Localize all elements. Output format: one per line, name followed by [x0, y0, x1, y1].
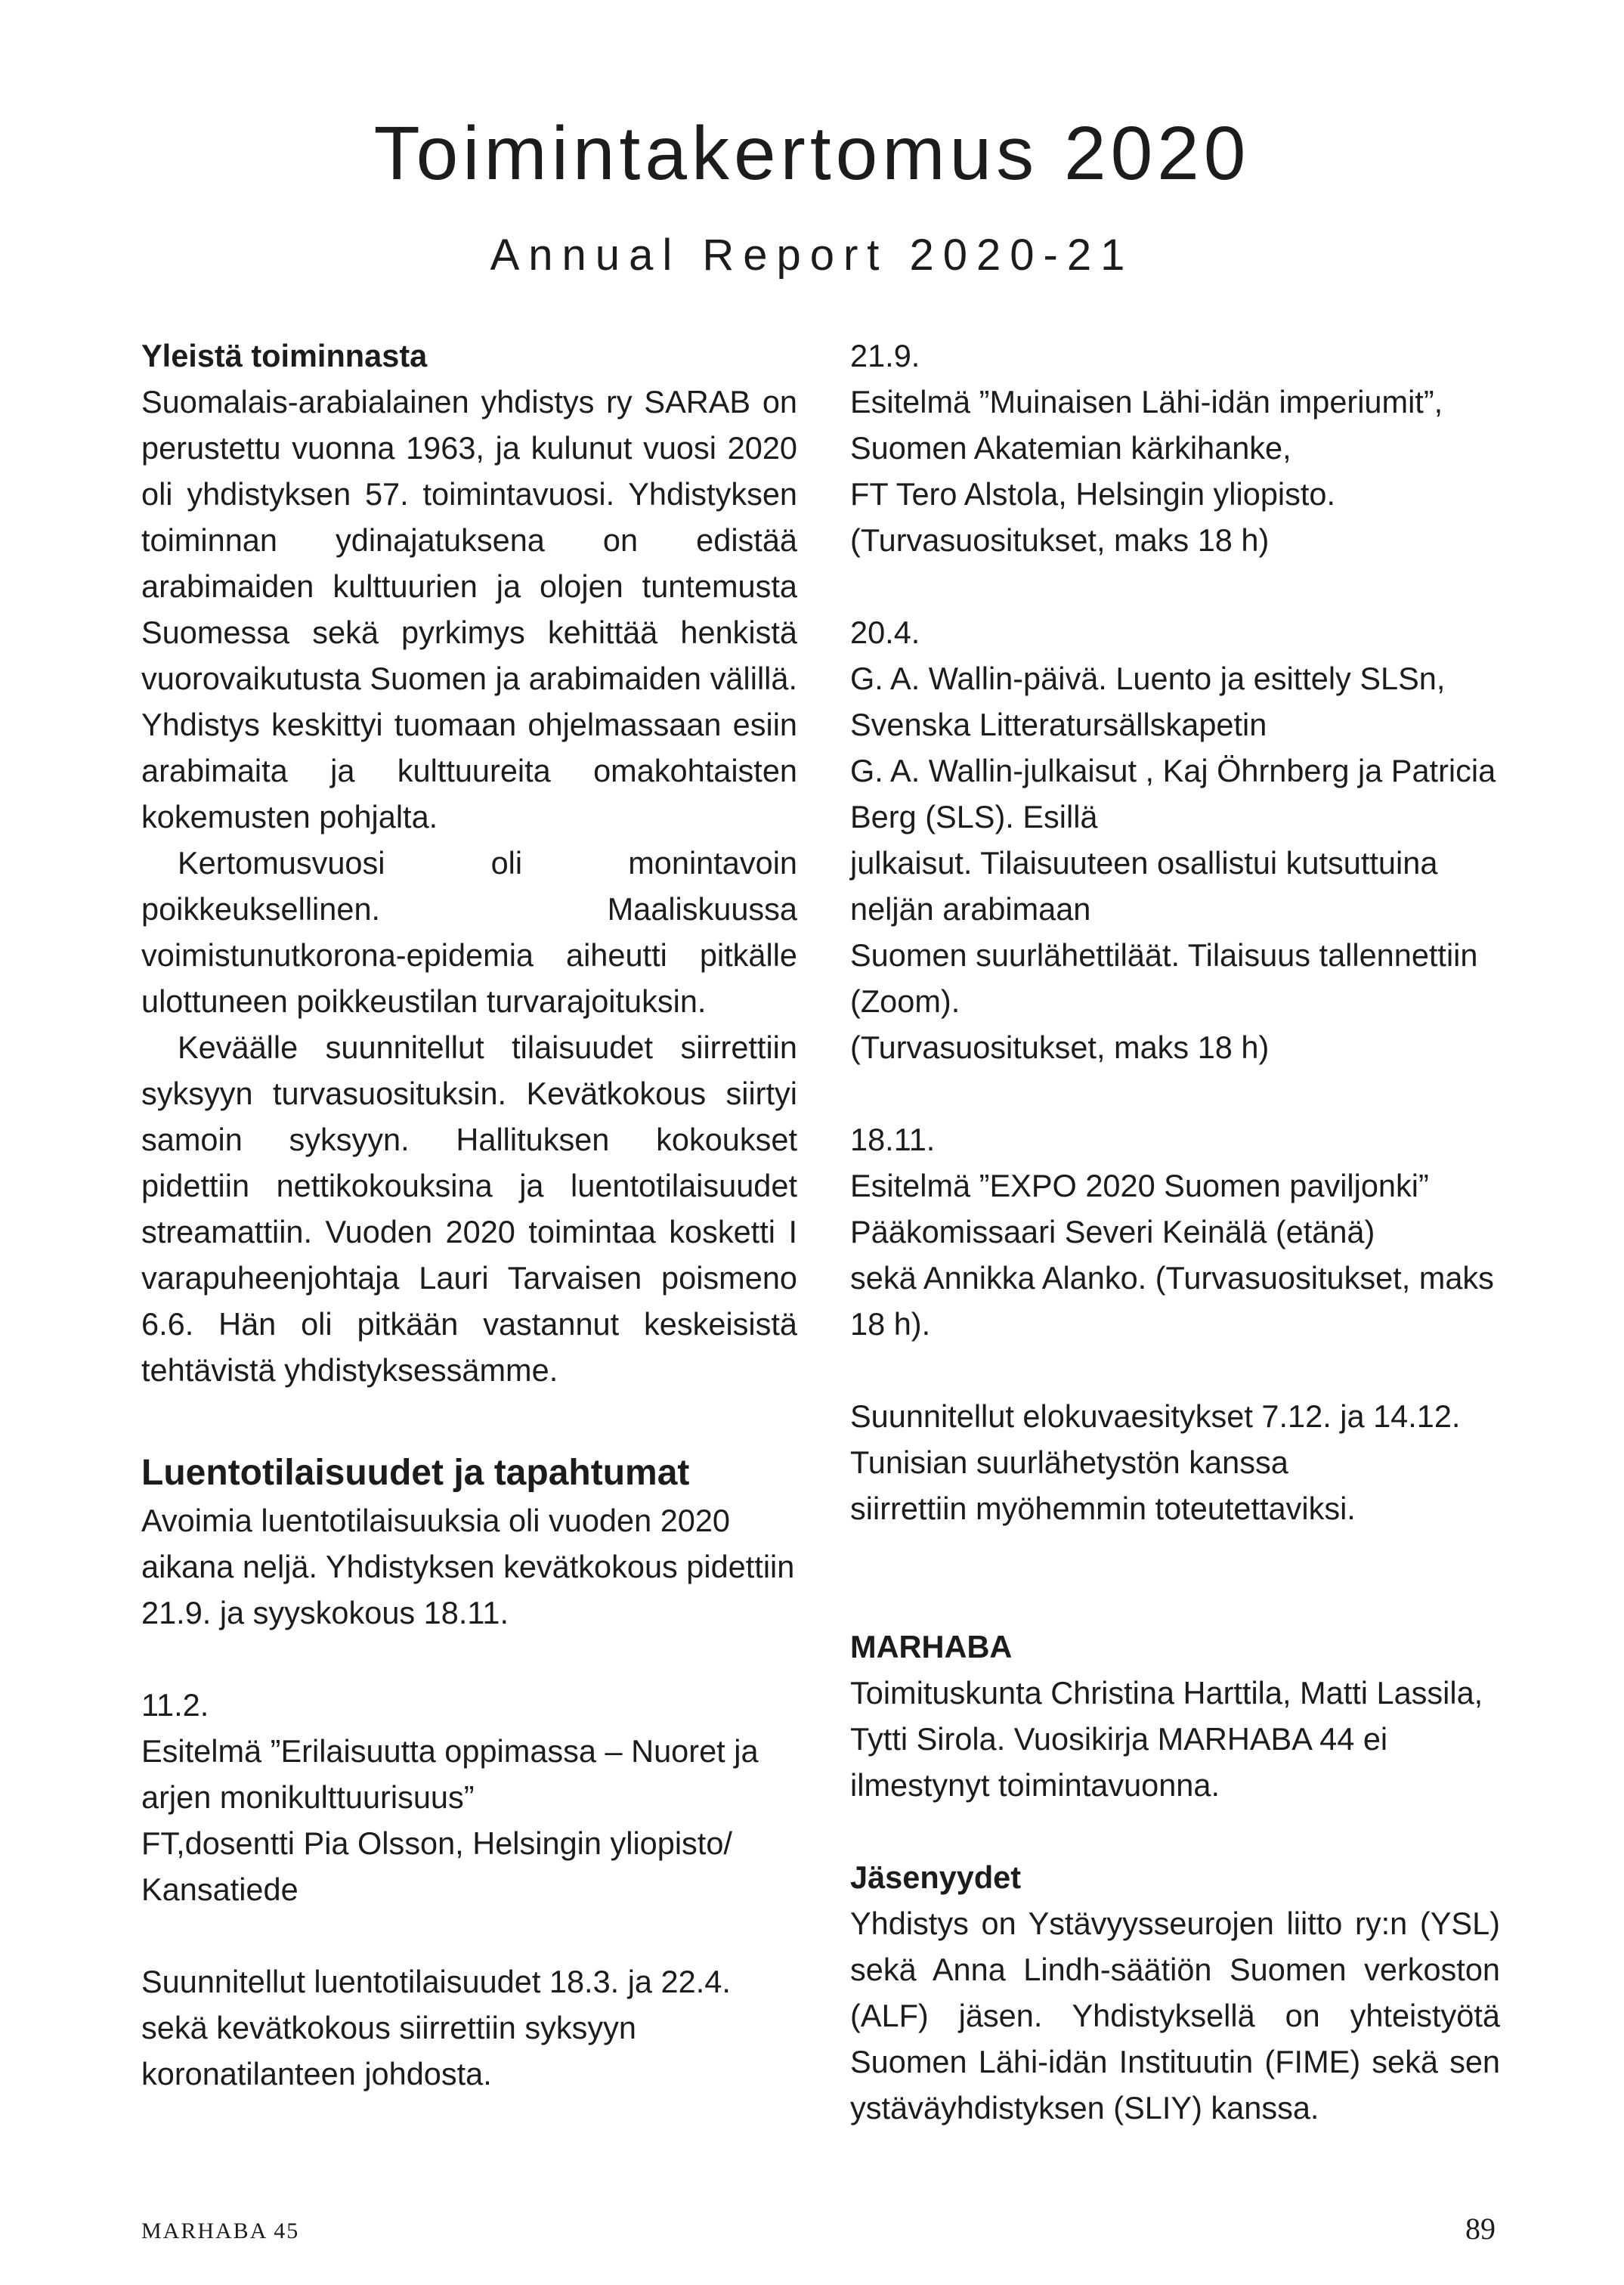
marhaba-heading: MARHABA — [850, 1629, 1013, 1664]
event-line: julkaisut. Tilaisuuteen osallistui kutsuttuina neljän arabimaan — [850, 845, 1438, 927]
members-paragraph: Yhdistys on Ystävyysseurojen liitto ry:n (YSL) sekä Anna Lindh-säätiön Suomen verkoston (ALF) jäsen. Yhdistyksellä on yhteistyötä Suomen Lähi-idän Instituutin (FIME) sekä sen ystäväyhdistyksen (SLIY) kanssa. — [850, 1906, 1500, 2126]
event-date: 21.9. — [850, 338, 920, 373]
lectures-paragraph: Avoimia luentotilaisuuksia oli vuoden 2020 aikana neljä. Yhdistyksen kevätkokous pidettiin 21.9. ja syyskokous 18.11. — [141, 1503, 795, 1630]
event-title: Esitelmä ”Muinaisen Lähi-idän imperiumit”, Suomen Akatemian kärkihanke, — [850, 384, 1443, 466]
event-20-4 — [850, 609, 1500, 1070]
event-line: G. A. Wallin-julkaisut , Kaj Öhrnberg ja Patricia Berg (SLS). Esillä — [850, 753, 1496, 834]
page-subtitle: Annual Report 2020-21 — [490, 231, 1134, 280]
event-18-11 — [850, 1116, 1500, 1347]
event-speaker: FT Tero Alstola, Helsingin yliopisto. (Turvasuositukset, maks 18 h) — [850, 476, 1336, 558]
films-line: siirrettiin myöhemmin toteutettaviksi. — [850, 1491, 1356, 1526]
general-paragraph-3: Keväälle suunnitellut tilaisuudet siirrettiin syksyyn turvasuosituksin. Kevätkokous siirtyi samoin syksyyn. Hallituksen kokoukset pidettiin nettikokouksina ja luentotilaisuudet streamattiin. Vuoden 2020 toimintaa kosketti I varapuheenjohtaja Lauri Tarvaisen poismeno 6.6. Hän oli pitkään vastannut keskeisistä tehtävistä yhdistyksessämme. — [141, 1029, 797, 1388]
event-line: G. A. Wallin-päivä. Luento ja esittely SLSn, Svenska Litteratursällskapetin — [850, 661, 1446, 742]
event-line: Pääkomissaari Severi Keinälä (etänä) — [850, 1214, 1375, 1249]
event-date: 18.11. — [850, 1122, 936, 1157]
films-line: Tunisian suurlähetystön kanssa — [850, 1444, 1288, 1480]
event-line: Suomen suurlähettiläät. Tilaisuus tallennettiin (Zoom). — [850, 937, 1478, 1019]
general-heading: Yleistä toiminnasta — [141, 338, 428, 373]
event-speaker: FT,dosentti Pia Olsson, Helsingin yliopisto/ Kansatiede — [141, 1825, 732, 1907]
general-paragraph-1: Suomalais-arabialainen yhdistys ry SARAB on perustettu vuonna 1963, ja kulunut vuosi 2020 oli yhdistyksen 57. toimintavuosi. Yhdistyksen toiminnan ydinajatuksena on edistää arabimaiden kulttuurien ja olojen tuntemusta Suomessa sekä pyrkimys kehittää henkistä vuorovaikutusta Suomen ja arabimaiden välillä. Yhdistys keskittyi tuomaan ohjelmassaan esiin arabimaita ja kulttuureita omakohtaisten kokemusten pohjalta. — [141, 384, 797, 834]
marhaba-paragraph: Toimituskunta Christina Harttila, Matti Lassila, Tytti Sirola. Vuosikirja MARHABA 44 ei ilmestynyt toimintavuonna. — [850, 1675, 1483, 1803]
footer-publication: MARHABA 45 — [141, 2218, 300, 2243]
right-column — [850, 333, 1500, 2131]
event-line: (Turvasuositukset, maks 18 h) — [850, 1029, 1270, 1065]
event-title: Esitelmä ”EXPO 2020 Suomen paviljonki” — [850, 1168, 1429, 1203]
left-column — [141, 333, 797, 2097]
event-11-2 — [141, 1682, 797, 1912]
event-title: Esitelmä ”Erilaisuutta oppimassa – Nuoret ja arjen monikulttuurisuus” — [141, 1733, 759, 1815]
event-date: 20.4. — [850, 615, 920, 650]
page-title: Toimintakertomus 2020 — [373, 111, 1251, 196]
event-line: sekä Annikka Alanko. (Turvasuositukset, maks 18 h). — [850, 1260, 1494, 1342]
event-date: 11.2. — [141, 1687, 209, 1723]
event-21-9 — [850, 333, 1500, 563]
members-heading: Jäsenyydet — [850, 1859, 1022, 1895]
postponed-paragraph: Suunnitellut luentotilaisuudet 18.3. ja 22.4. sekä kevätkokous siirrettiin syksyyn koronatilanteen johdosta. — [141, 1964, 731, 2091]
page-number: 89 — [1465, 2212, 1496, 2246]
films-note — [850, 1393, 1500, 1531]
films-line: Suunnitellut elokuvaesitykset 7.12. ja 14.12. — [850, 1398, 1461, 1434]
general-paragraph-2: Kertomusvuosi oli monintavoin poikkeuksellinen. Maaliskuussa voimistunutkorona-epidemia aiheutti pitkälle ulottuneen poikkeustilan turvarajoituksin. — [141, 845, 797, 1019]
lectures-heading: Luentotilaisuudet ja tapahtumat — [141, 1453, 690, 1493]
